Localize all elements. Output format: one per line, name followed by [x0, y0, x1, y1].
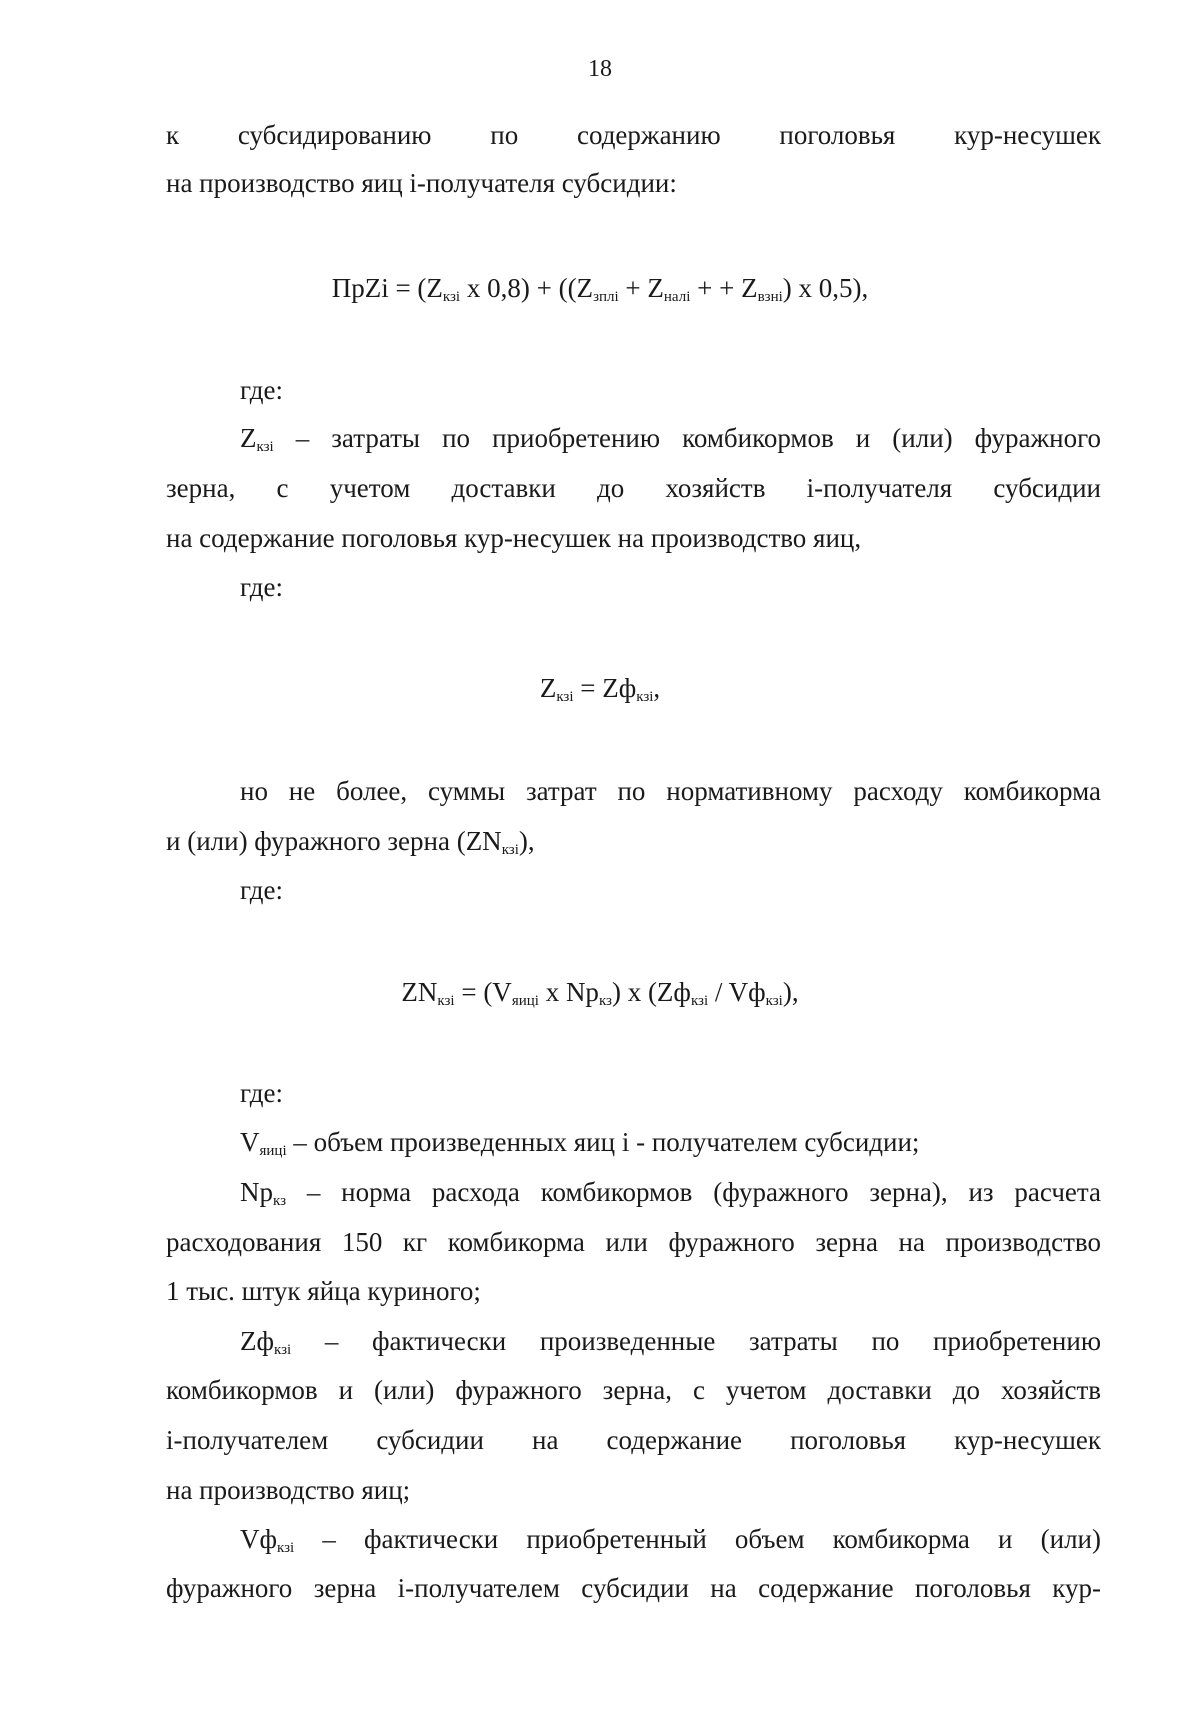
where-label-4: где:	[240, 1078, 283, 1108]
formula-text: ),	[782, 977, 799, 1007]
formula-subscript: налi	[663, 289, 691, 305]
where-label-3: где:	[240, 875, 283, 905]
where-label-1: где:	[240, 375, 283, 405]
symbol-subscript: кз	[273, 1193, 287, 1209]
formula-text: ) х (Zф	[611, 977, 691, 1007]
limit-subscript: кзi	[501, 842, 519, 858]
np-definition-line-3: 1 тыс. штук яйца куриного;	[166, 1276, 481, 1306]
formula-przi	[0, 268, 1200, 308]
intro-line-2: на производство яиц i-получателя субсидии:	[166, 168, 677, 198]
symbol: V	[240, 1127, 260, 1157]
zkzi-definition-line-3: на содержание поголовья кур-несушек на производство яиц,	[166, 523, 862, 553]
definition-text: – фактически произведенные затраты по приобретению	[291, 1326, 1101, 1356]
limit-line-2	[166, 816, 1101, 866]
formula-zkzi	[0, 668, 1200, 708]
formula-subscript: взнi	[757, 289, 783, 305]
definition-text: – норма расхода комбикормов (фуражного зерна), из расчета	[286, 1177, 1101, 1207]
symbol: Zф	[240, 1326, 274, 1356]
definition-text: – объем произведенных яиц i - получателем субсидии;	[286, 1127, 920, 1157]
symbol: Np	[240, 1177, 273, 1207]
formula-text: = (V	[454, 977, 512, 1007]
formula-text: + + Z	[690, 273, 758, 303]
definition-text: – затраты по приобретению комбикормов и (или) фуражного	[273, 423, 1101, 453]
page-number: 18	[588, 56, 612, 82]
formula-text: + Z	[618, 273, 664, 303]
symbol: Vф	[240, 1524, 277, 1554]
limit-line-1: но не более, суммы затрат по нормативному расходу комбикорма	[240, 776, 1101, 806]
zf-definition-line-1	[166, 1316, 1101, 1366]
formula-text: = Zф	[573, 673, 637, 703]
symbol: Z	[240, 423, 257, 453]
formula-subscript: кзi	[437, 993, 455, 1009]
formula-text: / Vф	[708, 977, 766, 1007]
limit-text: ),	[518, 826, 535, 856]
where-label-2: где:	[240, 572, 283, 602]
np-definition-line-2: расходования 150 кг комбикорма или фуражного зерна на производство	[166, 1227, 1101, 1257]
formula-znkzi	[0, 972, 1200, 1012]
symbol-subscript: кзi	[274, 1342, 292, 1358]
zf-definition-line-3: i-получателем субсидии на содержание поголовья кур-несушек	[166, 1425, 1101, 1455]
zf-definition-line-4: на производство яиц;	[166, 1475, 411, 1505]
zkzi-definition-line-2: зерна, с учетом доставки до хозяйств i-получателя субсидии	[166, 473, 1101, 503]
np-definition-line-1	[166, 1167, 1101, 1217]
definition-text: – фактически приобретенный объем комбикорма и (или)	[294, 1524, 1101, 1554]
formula-subscript: зплi	[593, 289, 619, 305]
formula-subscript: кзi	[636, 689, 654, 705]
formula-subscript: яицi	[511, 993, 539, 1009]
formula-text: ) х 0,5),	[782, 273, 869, 303]
formula-text: х Np	[538, 977, 599, 1007]
formula-text: Z	[539, 673, 557, 703]
formula-subscript: кзi	[690, 993, 709, 1009]
symbol-subscript: кзi	[277, 1540, 295, 1556]
zf-definition-line-2: комбикормов и (или) фуражного зерна, с учетом доставки до хозяйств	[166, 1375, 1101, 1405]
formula-subscript: кзi	[765, 993, 783, 1009]
formula-text: ПрZi = (Z	[331, 273, 443, 303]
formula-subscript: кзi	[442, 289, 461, 305]
symbol-subscript: кзi	[256, 439, 274, 455]
symbol-subscript: яицi	[259, 1143, 287, 1159]
formula-text: ZN	[401, 977, 438, 1007]
formula-subscript: кз	[598, 993, 612, 1009]
v-definition	[166, 1117, 1101, 1167]
limit-text: и (или) фуражного зерна (ZN	[166, 826, 502, 856]
formula-text: х 0,8) + ((Z	[460, 273, 594, 303]
vf-definition-line-1	[166, 1514, 1101, 1564]
zkzi-definition-line-1	[166, 413, 1101, 463]
formula-text: ,	[653, 673, 661, 703]
intro-line-1: к субсидированию по содержанию поголовья кур-несушек	[166, 120, 1101, 150]
vf-definition-line-2: фуражного зерна i-получателем субсидии на содержание поголовья кур-	[166, 1573, 1101, 1603]
formula-subscript: кзi	[556, 689, 574, 705]
